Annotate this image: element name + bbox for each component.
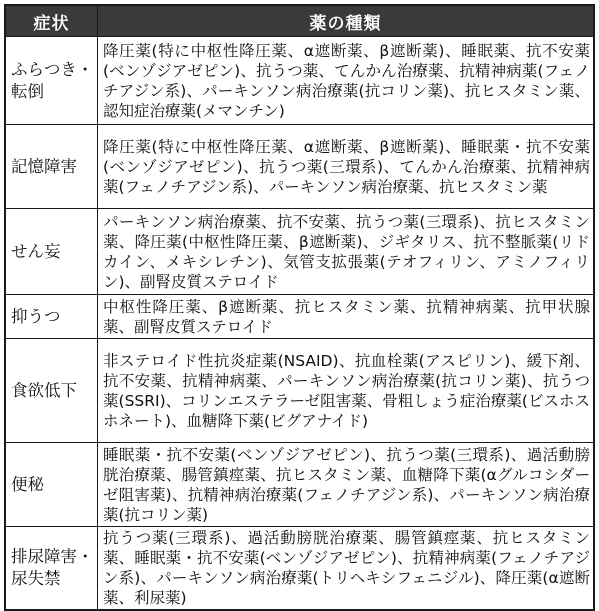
- symptom-cell: せん妄: [5, 209, 98, 295]
- drugs-cell: 降圧薬(特に中枢性降圧薬、α遮断薬、β遮断薬)、睡眠薬、抗不安薬(ベンゾジアゼピン)、抗うつ薬、てんかん治療薬、抗精神病薬(フェノチアジン系)、パーキンソン病治療薬(抗コリン薬)、抗ヒスタミン薬、認知症治療薬(メマンチン): [98, 37, 595, 125]
- symptom-drug-table: [4, 4, 595, 611]
- symptom-cell: 食欲低下: [5, 339, 98, 443]
- table-row: [5, 339, 594, 443]
- table-row: [5, 295, 594, 339]
- drugs-cell: 睡眠薬・抗不安薬(ベンゾジアゼピン)、抗うつ薬(三環系)、過活動膀胱治療薬、腸管鎮痙薬、抗ヒスタミン薬、血糖降下薬(αグルコシダーゼ阻害薬)、抗精神病治療薬(フェノチアジン系)、パーキンソン病治療薬(抗コリン薬): [98, 443, 595, 527]
- drugs-cell: パーキンソン病治療薬、抗不安薬、抗うつ薬(三環系)、抗ヒスタミン薬、降圧薬(中枢性降圧薬、β遮断薬)、ジギタリス、抗不整脈薬(リドカイン、メキシレチン)、気管支拡張薬(テオフィリン、アミノフィリン)、副腎皮質ステロイド: [98, 209, 595, 295]
- drugs-cell: 中枢性降圧薬、β遮断薬、抗ヒスタミン薬、抗精神病薬、抗甲状腺薬、副腎皮質ステロイド: [98, 295, 595, 339]
- symptom-cell: 記憶障害: [5, 125, 98, 209]
- table-row: [5, 209, 594, 295]
- header-symptom: 症状: [5, 5, 98, 37]
- drugs-cell: 抗うつ薬(三環系)、過活動膀胱治療薬、腸管鎮痙薬、抗ヒスタミン薬、睡眠薬・抗不安薬(ベンゾジアゼピン)、抗精神病薬(フェノチアジン系)、パーキンソン病治療薬(トリヘキシフェニジル)、降圧薬(α遮断薬、利尿薬): [98, 527, 595, 611]
- symptom-cell: 便秘: [5, 443, 98, 527]
- table-row: [5, 37, 594, 125]
- header-drugs: 薬の種類: [98, 5, 595, 37]
- drugs-cell: 非ステロイド性抗炎症薬(NSAID)、抗血栓薬(アスピリン)、緩下剤、抗不安薬、抗精神病薬、パーキンソン病治療薬(抗コリン薬)、抗うつ薬(SSRI)、コリンエステラーゼ阻害薬、骨粗しょう症治療薬(ビスホスホネート)、血糖降下薬(ビグアナイド): [98, 339, 595, 443]
- symptom-cell: 排尿障害・ 尿失禁: [5, 527, 98, 611]
- table-row: [5, 125, 594, 209]
- symptom-cell: ふらつき・ 転倒: [5, 37, 98, 125]
- symptom-cell: 抑うつ: [5, 295, 98, 339]
- table-row: [5, 443, 594, 527]
- table-row: [5, 527, 594, 611]
- drugs-cell: 降圧薬(特に中枢性降圧薬、α遮断薬、β遮断薬)、睡眠薬・抗不安薬(ベンゾジアゼピン)、抗うつ薬(三環系)、てんかん治療薬、抗精神病薬(フェノチアジン系)、パーキンソン病治療薬、抗ヒスタミン薬: [98, 125, 595, 209]
- header-row: [5, 5, 594, 37]
